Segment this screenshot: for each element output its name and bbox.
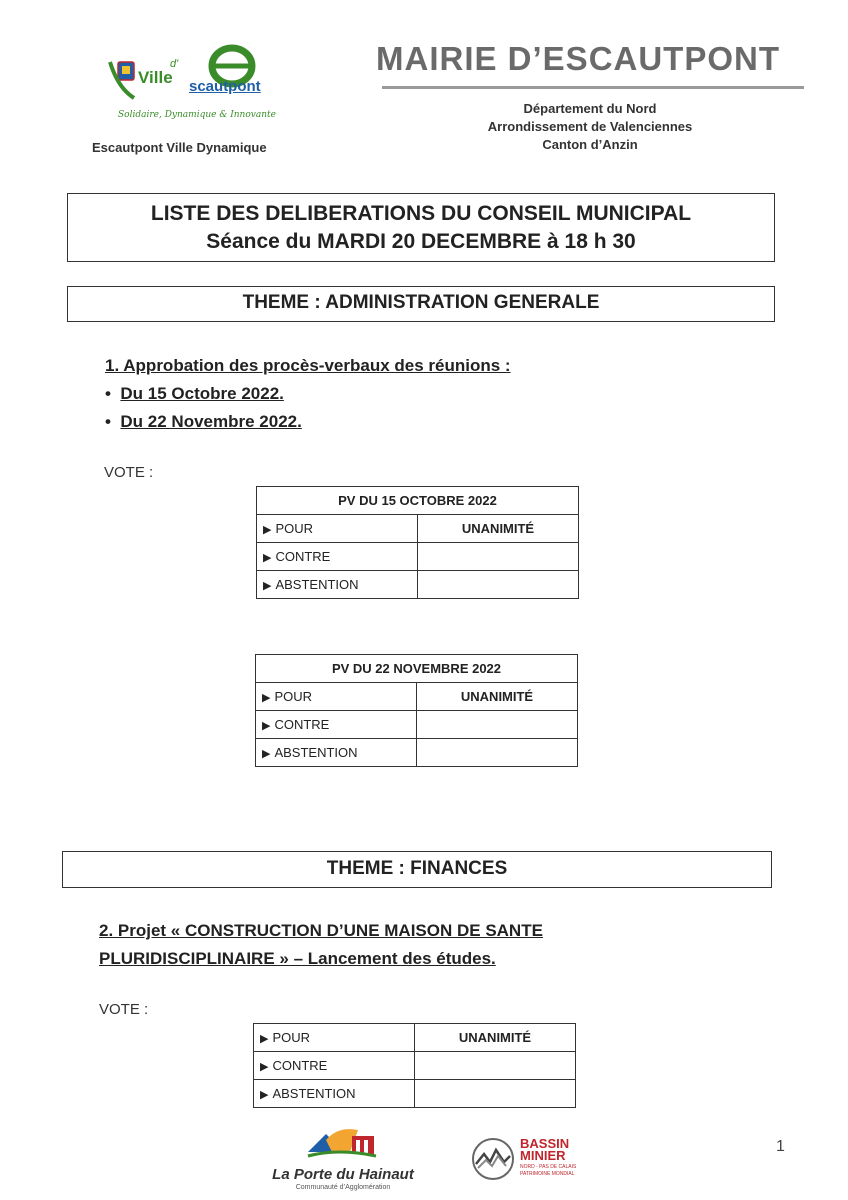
vote-abstention-result	[418, 571, 579, 599]
arrow-right-icon: ▶	[260, 1089, 269, 1101]
vote-pour-cell	[256, 683, 417, 711]
table-row	[257, 515, 579, 543]
item-2-title-line-2: PLURIDISCIPLINAIRE » – Lancement des études.	[99, 949, 496, 968]
table-header: PV DU 22 NOVEMBRE 2022	[256, 655, 578, 683]
vote-abstention-label: ABSTENTION	[274, 745, 358, 760]
arrow-right-icon: ▶	[262, 748, 271, 760]
arrow-right-icon: ▶	[263, 580, 272, 592]
vote-contre-label: CONTRE	[274, 717, 330, 732]
table-row	[254, 1080, 576, 1108]
logo-escautpont-text: scautpont	[189, 78, 261, 95]
vote-pour-label: POUR	[272, 1030, 311, 1045]
item-1-bullet-1-text: Du 15 Octobre 2022.	[120, 384, 284, 403]
department-block	[440, 100, 740, 154]
table-row	[254, 1052, 576, 1080]
vote-abstention-cell	[254, 1080, 415, 1108]
vote-pour-label: POUR	[275, 521, 314, 536]
theme-administration: THEME : ADMINISTRATION GENERALE	[67, 286, 775, 322]
vote-pour-result: UNANIMITÉ	[417, 683, 578, 711]
vote-table-maison-sante	[253, 1023, 576, 1108]
table-row	[256, 683, 578, 711]
table-row	[256, 711, 578, 739]
arrow-right-icon: ▶	[260, 1033, 269, 1045]
arrow-right-icon: ▶	[263, 552, 272, 564]
table-row	[257, 543, 579, 571]
logo-d-text: d'	[170, 58, 179, 70]
vote-contre-result	[418, 543, 579, 571]
item-2-vote-label: VOTE :	[99, 1001, 149, 1018]
mairie-title: MAIRIE D’ESCAUTPONT	[376, 40, 781, 77]
bassin-minier-logo	[470, 1136, 590, 1182]
item-1-vote-label: VOTE :	[104, 464, 154, 481]
arrow-right-icon: ▶	[262, 720, 271, 732]
dept-line-1: Département du Nord	[523, 101, 657, 116]
bassin-line-1: BASSIN	[520, 1136, 570, 1151]
bassin-line-3: NORD - PAS DE CALAIS	[520, 1164, 577, 1170]
vote-contre-result	[415, 1052, 576, 1080]
dept-line-2: Arrondissement de Valenciennes	[487, 119, 693, 134]
mairie-underline	[382, 86, 804, 89]
arrow-right-icon: ▶	[260, 1061, 269, 1073]
bassin-minier-emblem	[470, 1136, 516, 1182]
table-row	[257, 487, 579, 515]
vote-pour-label: POUR	[274, 689, 313, 704]
porte-du-hainaut-logo	[268, 1122, 418, 1194]
vote-pour-cell	[257, 515, 418, 543]
porte-du-hainaut-title: La Porte du Hainaut	[272, 1166, 414, 1183]
arrow-right-icon: ▶	[262, 692, 271, 704]
table-header: PV DU 15 OCTOBRE 2022	[257, 487, 579, 515]
bassin-line-4: PATRIMOINE MONDIAL	[520, 1171, 575, 1177]
porte-du-hainaut-emblem	[268, 1122, 418, 1166]
vote-contre-cell	[254, 1052, 415, 1080]
vote-contre-label: CONTRE	[272, 1058, 328, 1073]
town-label: Escautpont Ville Dynamique	[92, 140, 267, 155]
vote-abstention-cell	[256, 739, 417, 767]
table-row	[256, 655, 578, 683]
dept-line-3: Canton d’Anzin	[542, 137, 638, 152]
theme-finances: THEME : FINANCES	[62, 851, 772, 888]
vote-table-pv-novembre	[255, 654, 578, 767]
bassin-line-2: MINIER	[520, 1148, 566, 1163]
item-1-bullet-2: • Du 22 Novembre 2022.	[105, 412, 302, 431]
logo-tagline: Solidaire, Dynamique & Innovante	[118, 110, 276, 120]
item-1-title: 1. Approbation des procès-verbaux des réunions :	[105, 356, 511, 375]
logo-ville-text: Ville	[138, 68, 173, 87]
table-row	[254, 1024, 576, 1052]
porte-du-hainaut-subtitle: Communauté d’Agglomération	[295, 1184, 391, 1191]
item-2-title-line-1: 2. Projet « CONSTRUCTION D’UNE MAISON DE SANTE	[99, 921, 543, 940]
page-number: 1	[776, 1138, 785, 1155]
vote-abstention-result	[417, 739, 578, 767]
vote-abstention-label: ABSTENTION	[272, 1086, 356, 1101]
document-title: LISTE DES DELIBERATIONS DU CONSEIL MUNICIPAL	[150, 202, 692, 225]
vote-pour-result: UNANIMITÉ	[418, 515, 579, 543]
vote-contre-result	[417, 711, 578, 739]
item-1-bullet-1: • Du 15 Octobre 2022.	[105, 384, 284, 403]
vote-abstention-result	[415, 1080, 576, 1108]
vote-pour-result: UNANIMITÉ	[415, 1024, 576, 1052]
session-date: Séance du MARDI 20 DECEMBRE à 18 h 30	[206, 230, 636, 253]
document-title-box	[67, 193, 775, 262]
table-row	[256, 739, 578, 767]
item-1-bullet-2-text: Du 22 Novembre 2022.	[120, 412, 302, 431]
vote-contre-cell	[256, 711, 417, 739]
table-row	[257, 571, 579, 599]
arrow-right-icon: ▶	[263, 524, 272, 536]
vote-pour-cell	[254, 1024, 415, 1052]
vote-table-pv-octobre	[256, 486, 579, 599]
vote-contre-label: CONTRE	[275, 549, 331, 564]
vote-abstention-cell	[257, 571, 418, 599]
vote-abstention-label: ABSTENTION	[275, 577, 359, 592]
vote-contre-cell	[257, 543, 418, 571]
